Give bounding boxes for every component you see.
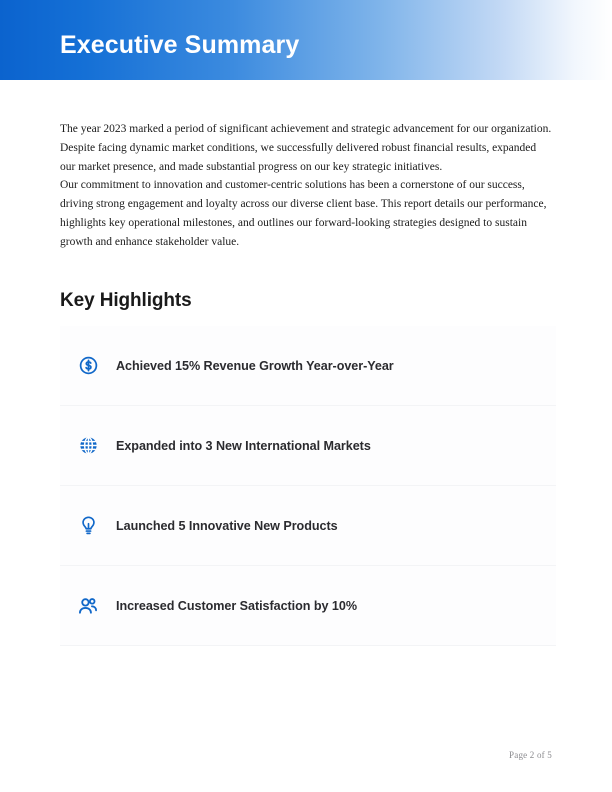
page-header-band — [0, 0, 612, 80]
highlight-label: Expanded into 3 New International Markets — [116, 438, 371, 453]
highlight-card — [60, 486, 556, 566]
highlight-card — [60, 406, 556, 486]
highlight-card — [60, 326, 556, 406]
users-icon — [60, 595, 116, 617]
highlight-label: Achieved 15% Revenue Growth Year-over-Year — [116, 358, 394, 373]
highlight-label: Increased Customer Satisfaction by 10% — [116, 598, 357, 613]
section-heading-key-highlights: Key Highlights — [60, 290, 192, 311]
key-highlights-list — [60, 326, 556, 646]
dollar-circle-icon — [60, 355, 116, 376]
page-title: Executive Summary — [60, 31, 300, 59]
highlight-label: Launched 5 Innovative New Products — [116, 518, 338, 533]
body-copy — [60, 120, 554, 252]
highlight-card — [60, 566, 556, 646]
page-footer: Page 2 of 5 — [509, 750, 552, 760]
body-paragraph-2: Our commitment to innovation and customer-centric solutions has been a cornerstone of our success, driving strong engagement and loyalty across our diverse client base. This report details our performance, highlights key operational milestones, and outlines our forward-looking strategies designed to sustain growth and enhance stakeholder value. — [60, 179, 547, 248]
lightbulb-icon — [60, 515, 116, 536]
globe-icon — [60, 435, 116, 456]
body-paragraph-1: The year 2023 marked a period of significant achievement and strategic advancement for our organization. Despite facing dynamic market conditions, we successfully delivered robust financial results, expanded our market presence, and made substantial progress on our key strategic initiatives. — [60, 123, 552, 173]
